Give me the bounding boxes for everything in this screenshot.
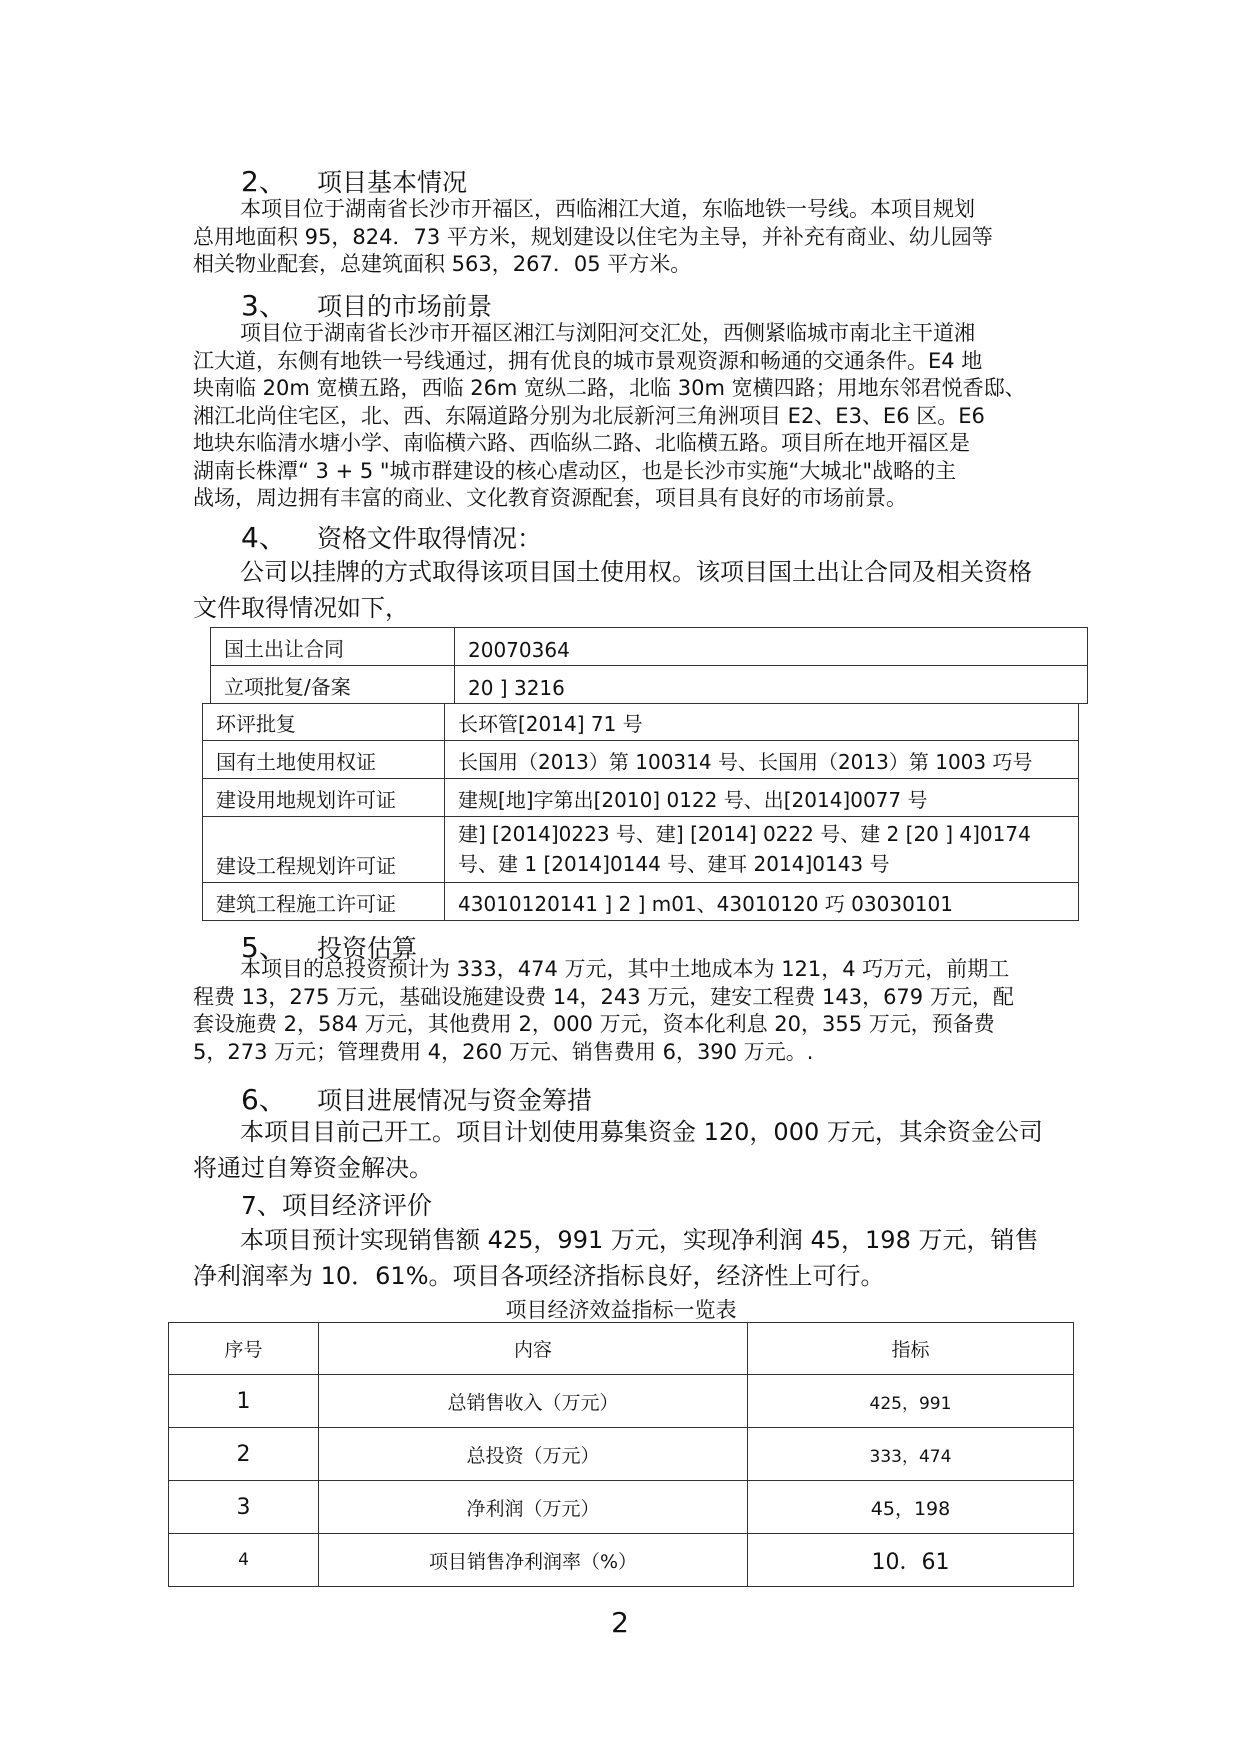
paragraph-line: 湘江北尚住宅区，北、西、东隔道路分别为北辰新河三角洲项目 E2、E3、E6 区。E6 xyxy=(193,403,985,428)
section-7-heading: 7、项目经济评价 xyxy=(241,1191,432,1220)
qualification-table-top xyxy=(210,627,1088,704)
paragraph-line: 净利润率为 10．61%。项目各项经济指标良好，经济性上可行。 xyxy=(193,1262,885,1290)
paragraph-line: 5，273 万元；管理费用 4，260 万元、销售费用 6，390 万元。. xyxy=(193,1039,814,1064)
doc-name: 环评批复 xyxy=(203,704,445,741)
table-row xyxy=(211,628,1088,666)
paragraph-line: 本项目位于湖南省长沙市开福区，西临湘江大道，东临地铁一号线。本项目规划 xyxy=(240,197,975,221)
section-5-body xyxy=(193,956,1053,1066)
section-3-body xyxy=(193,320,1053,513)
table-row xyxy=(169,1534,1074,1587)
doc-value xyxy=(445,817,1079,883)
paragraph-line: 块南临 20m 宽横五路，西临 26m 宽纵二路，北临 30m 宽横四路；用地东邻君悦香邸、 xyxy=(193,376,1026,400)
column-header: 内容 xyxy=(319,1323,748,1375)
section-7-body xyxy=(193,1222,1093,1294)
paragraph-line: 本项目预计实现销售额 425，991 万元，实现净利润 45，198 万元，销售 xyxy=(240,1226,1039,1254)
table-row xyxy=(203,741,1079,779)
section-title: 项目的市场前景 xyxy=(317,292,493,321)
doc-name: 建设工程规划许可证 xyxy=(203,817,445,883)
table-row xyxy=(211,666,1088,704)
column-header: 指标 xyxy=(748,1323,1074,1375)
table-row xyxy=(203,779,1079,817)
doc-value: 长国用（2013）第 100314 号、长国用（2013）第 1003 巧号 xyxy=(445,741,1079,779)
doc-value: 长环管[2014] 71 号 xyxy=(445,704,1079,741)
row-content: 总销售收入（万元） xyxy=(319,1375,748,1428)
row-index: 1 xyxy=(169,1375,319,1428)
paragraph-line: 文件取得情况如下， xyxy=(193,594,409,622)
section-title: 项目进展情况与资金筹措 xyxy=(317,1086,593,1115)
paragraph-line: 本项目目前己开工。项目计划使用募集资金 120，000 万元，其余资金公司 xyxy=(240,1118,1043,1146)
section-4-body xyxy=(193,554,1093,626)
paragraph-line: 地块东临清水塘小学、南临横六路、西临纵二路、北临横五路。项目所在地开福区是 xyxy=(193,431,970,455)
section-number: 5、 xyxy=(241,931,287,964)
doc-name: 国土出让合同 xyxy=(211,628,455,666)
table-row xyxy=(169,1428,1074,1481)
paragraph-line: 程费 13，275 万元，基础设施建设费 14，243 万元，建安工程费 143，679 万元，配 xyxy=(193,984,1014,1009)
section-title: 资格文件取得情况： xyxy=(317,524,543,553)
row-index: 3 xyxy=(169,1481,319,1534)
economic-indicators-table xyxy=(168,1322,1074,1587)
section-number: 6、 xyxy=(241,1083,287,1116)
paragraph-line: 套设施费 2，584 万元，其他费用 2，000 万元，资本化利息 20，355 万元，预备费 xyxy=(193,1012,995,1036)
doc-value: 20 ] 3216 xyxy=(455,666,1088,704)
section-number: 2、 xyxy=(241,165,287,198)
table-row xyxy=(203,817,1079,883)
table-row xyxy=(203,704,1079,741)
section-title: 项目基本情况 xyxy=(317,168,468,197)
table-header-row xyxy=(169,1323,1074,1375)
doc-value: 43010120141 ] 2 ] m01、43010120 巧 03030101 xyxy=(445,883,1079,921)
row-indicator: 333，474 xyxy=(748,1428,1074,1481)
doc-name: 建设用地规划许可证 xyxy=(203,779,445,817)
page-number: 2 xyxy=(611,1606,629,1639)
section-6-heading xyxy=(241,1078,592,1118)
table-row xyxy=(169,1481,1074,1534)
qualification-table-bottom xyxy=(202,703,1079,921)
paragraph-line: 湖南长株潭“ 3 + 5 "城市群建设的核心虐动区，也是长沙市实施“大城北"战略的主 xyxy=(193,458,957,483)
paragraph-line: 相关物业配套，总建筑面积 563，267．05 平方米。 xyxy=(193,252,692,276)
paragraph-line: 战场，周边拥有丰富的商业、文化教育资源配套，项目具有良好的市场前景。 xyxy=(193,486,907,510)
doc-value-line: 号、建 1 [2014]0144 号、建耳 2014]0143 号 xyxy=(458,852,890,876)
doc-name: 国有土地使用权证 xyxy=(203,741,445,779)
section-3-heading xyxy=(241,284,492,324)
section-2-heading xyxy=(241,160,467,200)
paragraph-line: 总用地面积 95，824．73 平方米，规划建设以住宅为主导，并补充有商业、幼儿园等 xyxy=(193,224,993,249)
section-number: 4、 xyxy=(241,521,287,554)
section-4-heading xyxy=(241,516,542,556)
paragraph-line: 江大道，东侧有地铁一号线通过，拥有优良的城市景观资源和畅通的交通条件。E4 地 xyxy=(193,348,983,373)
section-2-body xyxy=(193,196,1053,279)
doc-value: 20070364 xyxy=(455,628,1088,666)
table-caption: 项目经济效益指标一览表 xyxy=(505,1298,737,1322)
paragraph-line: 将通过自筹资金解决。 xyxy=(193,1154,433,1182)
paragraph-line: 项目位于湖南省长沙市开福区湘江与浏阳河交汇处，西侧紧临城市南北主干道湘 xyxy=(240,321,975,345)
row-index: 2 xyxy=(169,1428,319,1481)
column-header: 序号 xyxy=(169,1323,319,1375)
doc-name: 立项批复/备案 xyxy=(211,666,455,704)
section-title: 投资估算 xyxy=(317,934,418,963)
table-row xyxy=(203,883,1079,921)
row-content: 总投资（万元） xyxy=(319,1428,748,1481)
section-number: 3、 xyxy=(241,289,287,322)
row-indicator: 45，198 xyxy=(748,1481,1074,1534)
row-indicator: 425，991 xyxy=(748,1375,1074,1428)
row-index: 4 xyxy=(169,1534,319,1587)
row-indicator: 10．61 xyxy=(748,1534,1074,1587)
doc-value: 建规[地]字第出[2010] 0122 号、出[2014]0077 号 xyxy=(445,779,1079,817)
doc-value-line: 建] [2014]0223 号、建] [2014] 0222 号、建 2 [20 ] 4]0174 xyxy=(458,822,1031,846)
paragraph-line: 公司以挂牌的方式取得该项目国土使用权。该项目国土出让合同及相关资格 xyxy=(240,558,1032,586)
paragraph-line: 本项目的总投资预计为 333，474 万元，其中土地成本为 121，4 巧万元，前期工 xyxy=(240,957,1010,981)
row-content: 项目销售净利润率（%） xyxy=(319,1534,748,1587)
table-row xyxy=(169,1375,1074,1428)
row-content: 净利润（万元） xyxy=(319,1481,748,1534)
section-6-body xyxy=(193,1114,1093,1186)
doc-name: 建筑工程施工许可证 xyxy=(203,883,445,921)
